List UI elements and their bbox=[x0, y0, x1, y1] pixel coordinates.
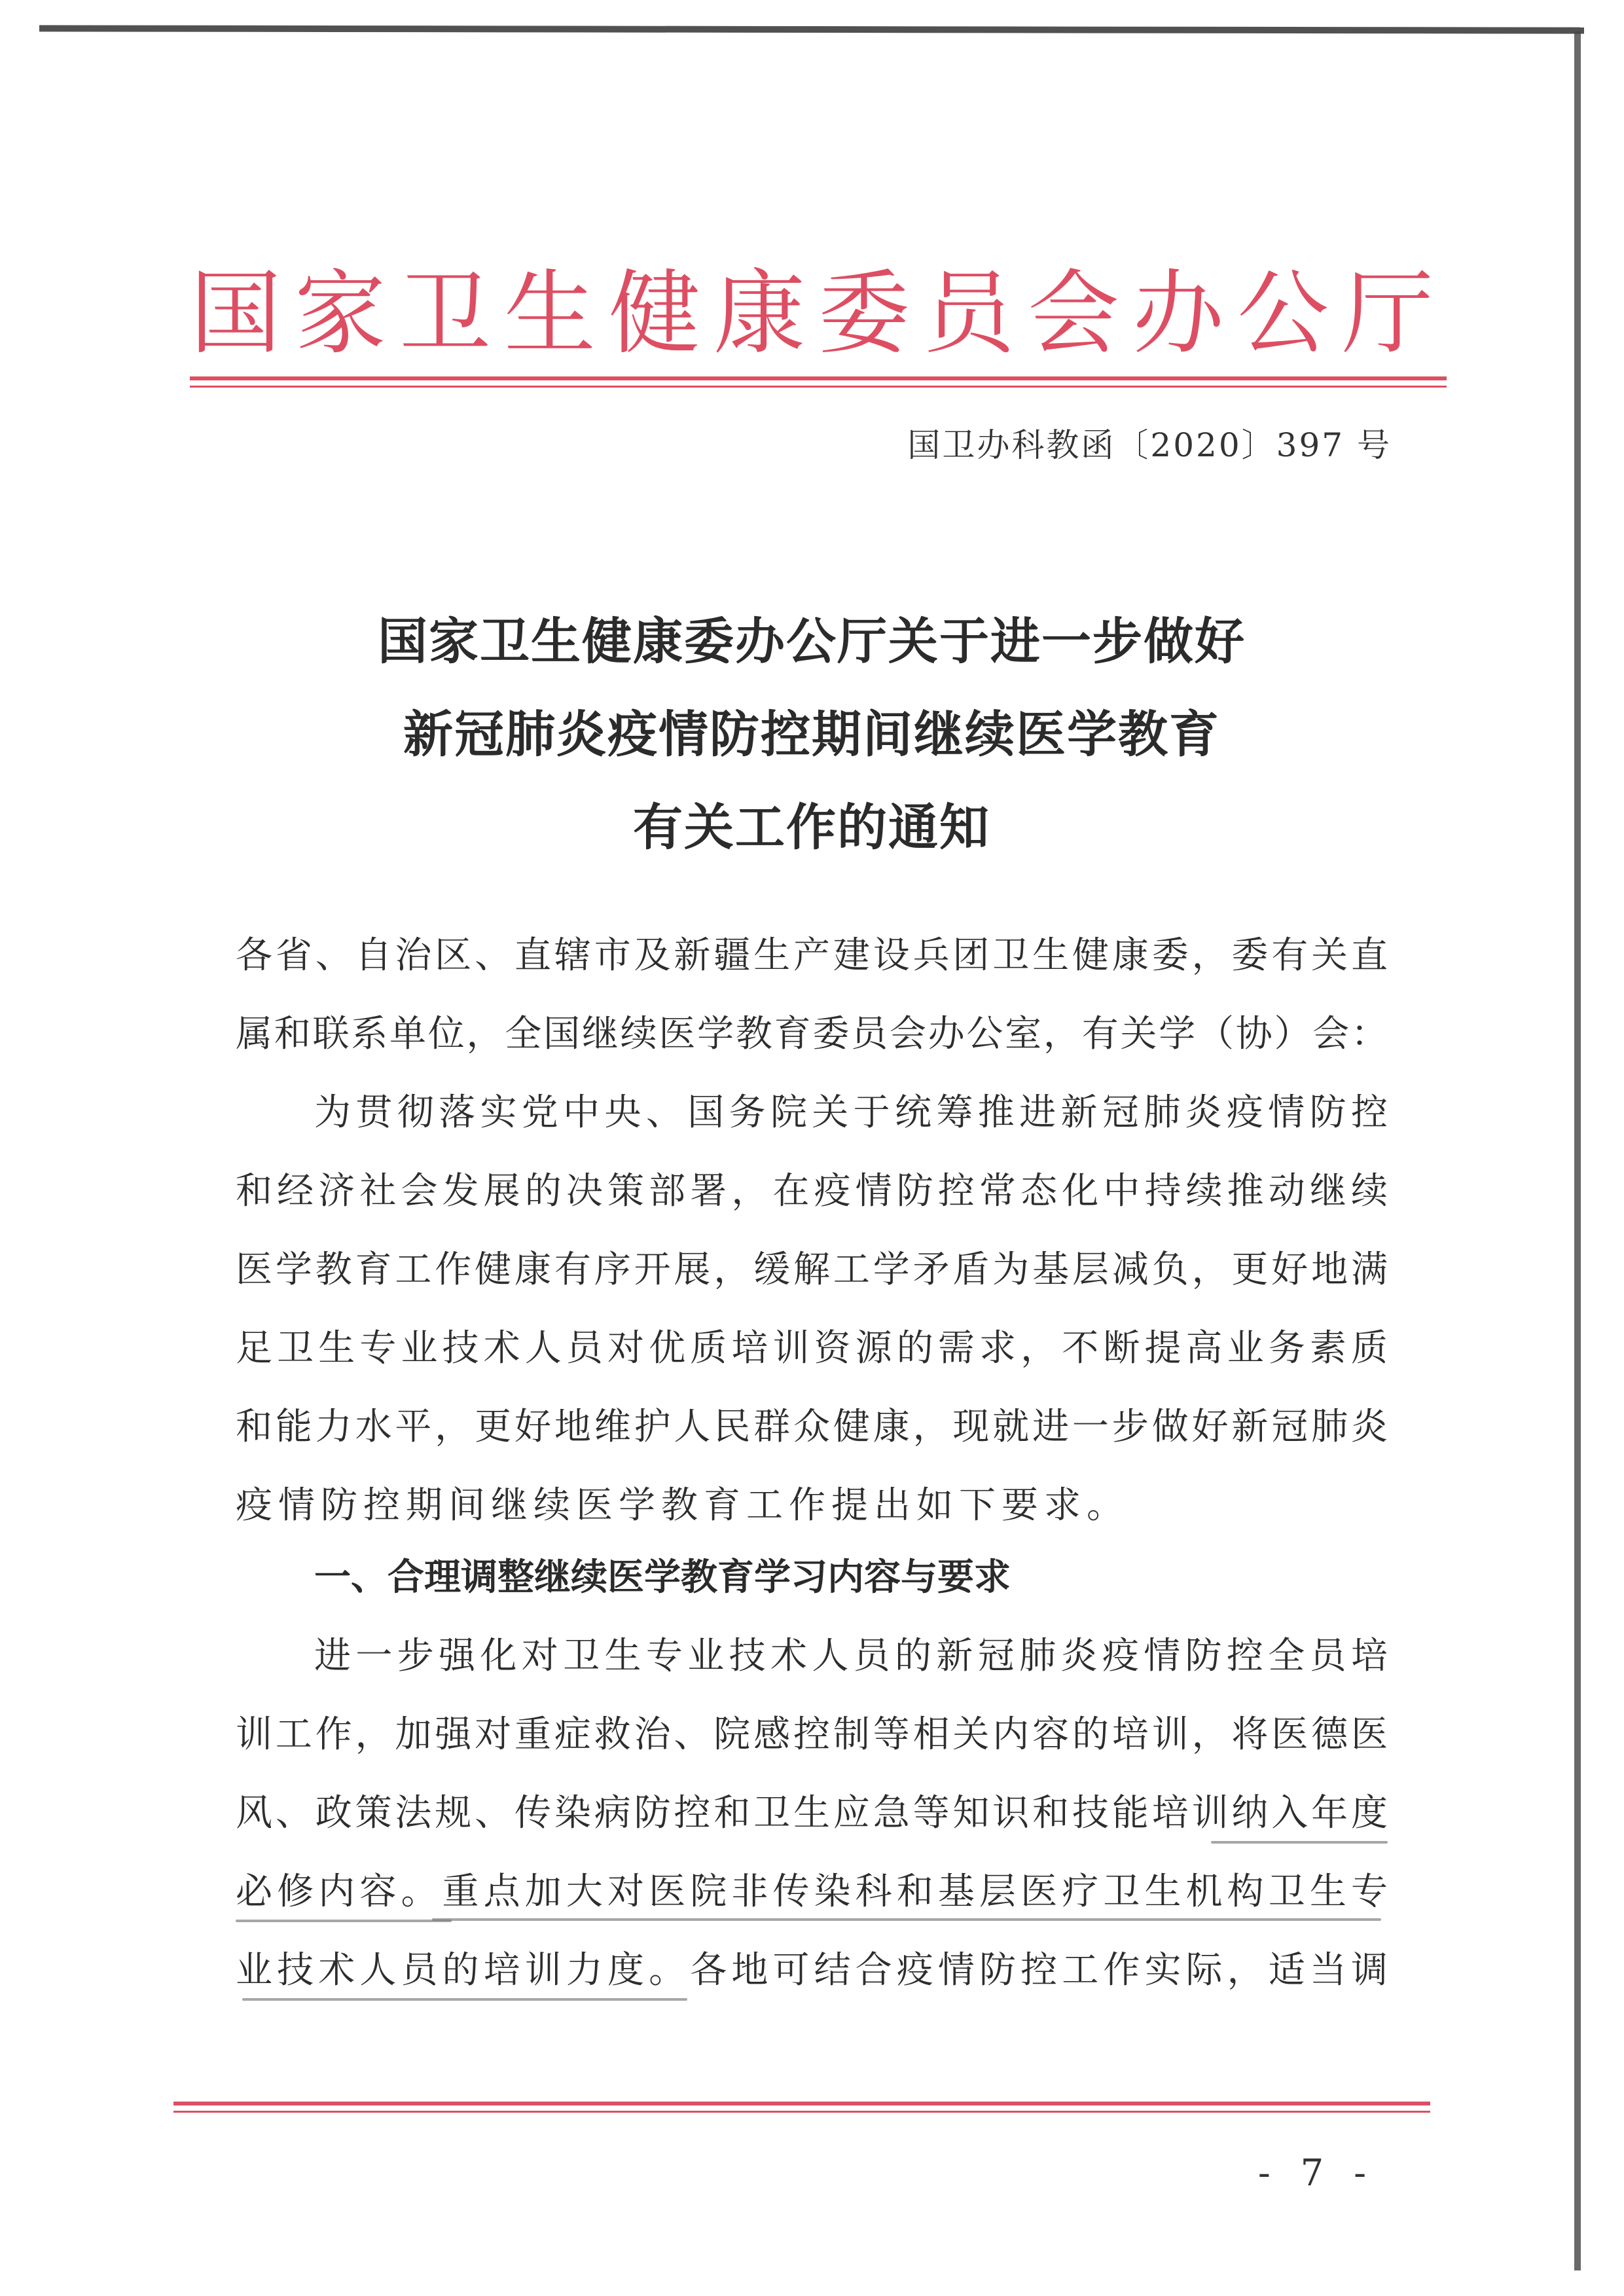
paragraph-line: 训工作，加强对重症救治、院感控制等相关内容的培训，将医德医 bbox=[236, 1713, 1388, 1756]
section-heading-1: 一、合理调整继续医学教育学习内容与要求 bbox=[314, 1556, 1011, 1599]
handwritten-underline bbox=[236, 1920, 452, 1922]
paragraph-line: 业技术人员的培训力度。各地可结合疫情防控工作实际，适当调 bbox=[236, 1949, 1388, 1992]
addressee-line-1: 各省、自治区、直辖市及新疆生产建设兵团卫生健康委，委有关直 bbox=[236, 934, 1388, 977]
paragraph-line: 和经济社会发展的决策部署，在疫情防控常态化中持续推动继续 bbox=[236, 1170, 1388, 1212]
paragraph-line: 足卫生专业技术人员对优质培训资源的需求，不断提高业务素质 bbox=[236, 1327, 1388, 1370]
handwritten-underline bbox=[1211, 1841, 1388, 1844]
handwritten-underline bbox=[432, 1918, 1381, 1921]
document-number: 国卫办科教函〔2020〕397 号 bbox=[907, 426, 1392, 464]
letterhead-red-rule bbox=[190, 376, 1447, 380]
paragraph-line: 进一步强化对卫生专业技术人员的新冠肺炎疫情防控全员培 bbox=[314, 1635, 1388, 1677]
scan-edge-top bbox=[39, 25, 1584, 33]
footer-red-rule-thin bbox=[173, 2111, 1430, 2113]
letterhead-red-rule-thin bbox=[190, 386, 1447, 388]
document-title-line-2: 新冠肺炎疫情防控期间继续医学教育 bbox=[403, 705, 1220, 763]
paragraph-line: 为贯彻落实党中央、国务院关于统筹推进新冠肺炎疫情防控 bbox=[314, 1091, 1388, 1134]
page-number: - 7 - bbox=[1257, 2152, 1375, 2195]
paragraph-line: 和能力水平，更好地维护人民群众健康，现就进一步做好新冠肺炎 bbox=[236, 1406, 1388, 1448]
letterhead-agency: 国家卫生健康委员会办公厅 bbox=[190, 261, 1447, 367]
document-title-line-1: 国家卫生健康委办公厅关于进一步做好 bbox=[378, 612, 1246, 670]
paragraph-line: 疫情防控期间继续医学教育工作提出如下要求。 bbox=[236, 1484, 1129, 1527]
handwritten-underline bbox=[242, 1998, 687, 2001]
paragraph-line: 风、政策法规、传染病防控和卫生应急等知识和技能培训纳入年度 bbox=[236, 1792, 1388, 1834]
footer-red-rule bbox=[173, 2102, 1430, 2105]
paragraph-line: 医学教育工作健康有序开展，缓解工学矛盾为基层减负，更好地满 bbox=[236, 1248, 1388, 1291]
paragraph-line: 必修内容。重点加大对医院非传染科和基层医疗卫生机构卫生专 bbox=[236, 1870, 1388, 1913]
scan-edge-right bbox=[1574, 31, 1581, 2270]
addressee-line-2: 属和联系单位，全国继续医学教育委员会办公室，有关学（协）会： bbox=[236, 1013, 1388, 1055]
document-title-line-3: 有关工作的通知 bbox=[633, 798, 990, 856]
